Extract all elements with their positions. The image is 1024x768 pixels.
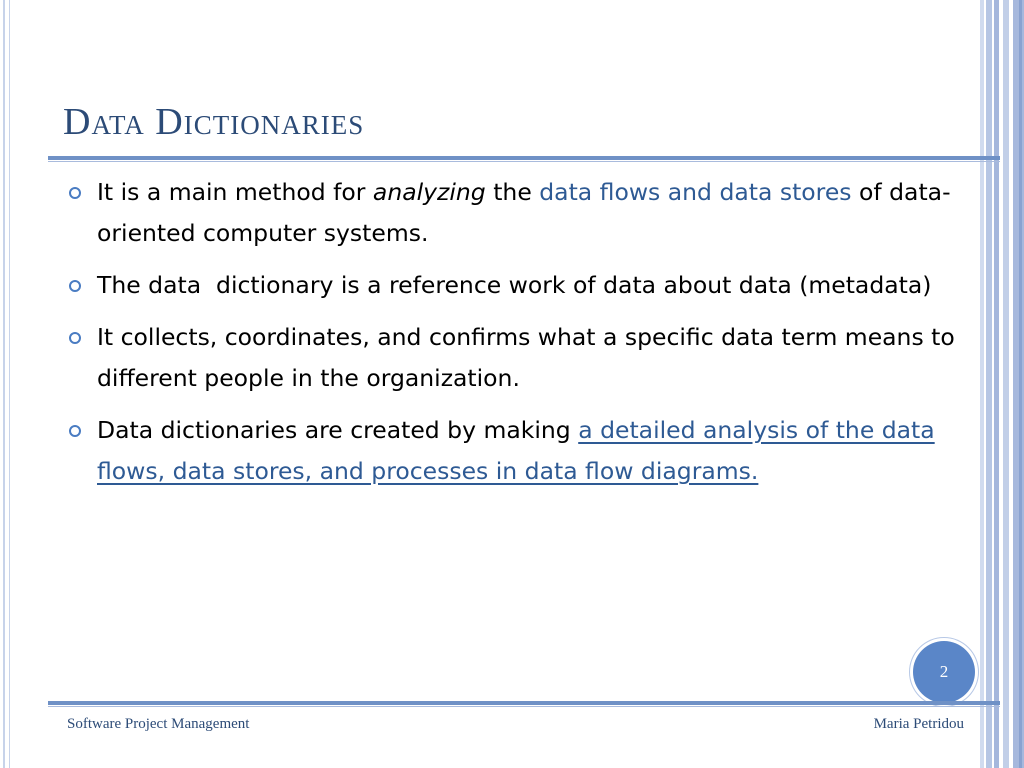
- bullet-text: It collects, coordinates, and confirms what a specific data term means to different people in the organization.: [97, 323, 955, 392]
- bullet-item: [60, 410, 960, 492]
- bullet-circle-icon: [69, 187, 81, 199]
- bullet-item: [60, 172, 960, 254]
- bullet-item: [60, 265, 960, 306]
- bullet-text: It is a main method for: [97, 178, 373, 206]
- bullet-text: Data dictionaries are created by making: [97, 416, 579, 444]
- bullet-link[interactable]: a detailed analysis of the data flows, data stores, and processes in data flow diagrams.: [97, 416, 935, 485]
- bullet-circle-icon: [69, 332, 81, 344]
- bullet-list: [60, 172, 960, 503]
- right-decorative-stripe: [994, 0, 999, 768]
- right-decorative-stripe: [986, 0, 992, 768]
- left-border-line: [3, 0, 5, 768]
- page-number-badge: [913, 641, 975, 703]
- footer-divider-thin: [48, 706, 1000, 707]
- bullet-text-italic: analyzing: [372, 178, 486, 206]
- right-decorative-stripe: [1019, 0, 1022, 768]
- bullet-text: the: [485, 178, 540, 206]
- title-divider: [48, 156, 1000, 160]
- footer-author: Maria Petridou: [873, 716, 964, 732]
- right-decorative-stripe: [980, 0, 984, 768]
- bullet-circle-icon: [69, 280, 81, 292]
- bullet-text: The data dictionary is a reference work of data about data (metadata): [97, 271, 932, 299]
- bullet-item: [60, 317, 960, 399]
- title-divider-thin: [48, 161, 1000, 162]
- bullet-text: of data-oriented computer systems.: [97, 178, 951, 247]
- left-border-line: [9, 0, 10, 768]
- page-number: 2: [939, 662, 949, 681]
- slide-title: Data Dictionaries: [63, 101, 365, 143]
- bullet-circle-icon: [69, 425, 81, 437]
- bullet-highlight: data flows and data stores: [539, 178, 852, 206]
- right-decorative-stripe: [1003, 0, 1009, 768]
- footer-course: Software Project Management: [67, 716, 250, 732]
- footer-divider: [48, 701, 1000, 705]
